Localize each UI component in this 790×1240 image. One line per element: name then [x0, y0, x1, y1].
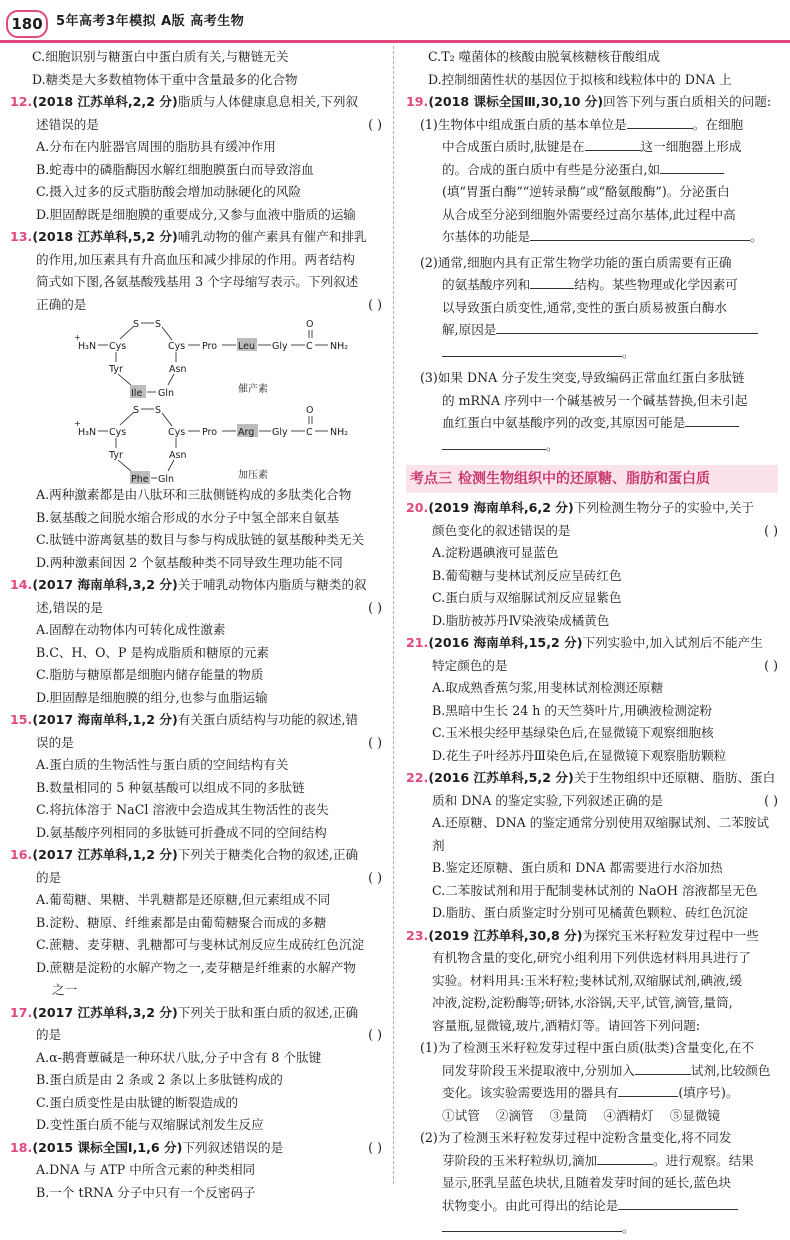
question-source: (2018 江苏单科,5,2 分): [32, 229, 178, 244]
answer-bracket: ( ): [368, 869, 382, 885]
question-source: (2015 课标全国Ⅰ,1,6 分): [32, 1139, 183, 1155]
question-source: (2019 海南单科,6,2 分): [428, 500, 574, 515]
option: D.胆固醇既是细胞膜的重要成分,又参与血液中脂质的运输: [36, 206, 356, 222]
question-text: 关于哺乳动物体内脂质与糖类的叙: [177, 577, 367, 592]
phe-label: Phe: [131, 474, 149, 484]
sub-question-1: [406, 1037, 778, 1127]
gln-label: Gln: [158, 388, 175, 399]
question-source: (2018 江苏单科,2,2 分): [32, 94, 178, 109]
question-text: 质和 DNA 的鉴定实验,下列叙述正确的是: [432, 792, 664, 808]
answer-blank: [442, 342, 622, 357]
sub-text: 状物变小。由此可得出的结论是: [442, 1197, 619, 1213]
section-title: 检测生物组织中的还原糖、脂肪和蛋白质: [458, 471, 710, 487]
answer-bracket: ( ): [368, 296, 382, 312]
svg-text:+: +: [74, 333, 81, 342]
option: C.将抗体溶于 NaCl 溶液中会造成其生物活性的丧失: [36, 802, 329, 817]
answer-blank: [530, 274, 574, 289]
option: A.两种激素都是由八肽环和三肽侧链构成的多肽类化合物: [36, 487, 352, 502]
option: C.蛋白质变性是由肽键的断裂造成的: [36, 1094, 239, 1110]
question-text: 下列检测生物分子的实验中,关于: [573, 500, 755, 515]
option: B.黑暗中生长 24 h 的天竺葵叶片,用碘液检测淀粉: [432, 702, 713, 718]
question-19: [406, 91, 778, 114]
question-text: 脂质与人体健康息息相关,下列叙: [177, 94, 359, 109]
answer-bracket: ( ): [764, 657, 778, 673]
gln-label: Gln: [158, 474, 175, 484]
answer-bracket: ( ): [368, 599, 382, 615]
option: C.细胞识别与糖蛋白中蛋白质有关,与糖链无关: [32, 49, 289, 64]
option: C.T₂ 噬菌体的核酸由脱氧核糖核苷酸组成: [428, 49, 661, 64]
question-number: 21.: [406, 635, 429, 650]
option: B.葡萄糖与斐林试剂反应呈砖红色: [432, 567, 622, 583]
option: A.蛋白质的生物活性与蛋白质的空间结构有关: [36, 757, 289, 772]
sulfur-label: S: [155, 319, 162, 330]
sub-text: 的 mRNA 序列中一个碱基被另一个碱基替换,但未引起: [442, 392, 748, 408]
question-17: [10, 1002, 382, 1047]
sub-text: 血红蛋白中氨基酸序列的改变,其原因可能是: [442, 415, 686, 430]
sub-text: (1)为了检测玉米籽粒发芽过程中蛋白质(肽类)含量变化,在不: [420, 1040, 754, 1055]
sub-text: 。: [750, 229, 763, 244]
answer-blank: [635, 1060, 691, 1075]
tyr-label: Tyr: [109, 450, 123, 461]
answer-bracket: ( ): [368, 1139, 382, 1155]
sub-text: (填“胃蛋白酶”“逆转录酶”或“酪氨酸酶”)。分泌蛋白: [442, 184, 730, 199]
option: A.取成熟香蕉匀浆,用斐林试剂检测还原糖: [432, 680, 664, 695]
option: C.脂肪与糖原都是细胞内储存能量的物质: [36, 667, 264, 682]
question-text: 颜色变化的叙述错误的是: [432, 522, 571, 538]
option: D.蔗糖是淀粉的水解产物之一,麦芽糖是纤维素的水解产物: [36, 959, 356, 975]
question-source: (2017 江苏单科,3,2 分): [32, 1004, 178, 1020]
sub-text: 。: [622, 344, 635, 360]
arg-label: Arg: [238, 427, 255, 438]
answer-blank: [627, 114, 693, 129]
sub-text: 这一细胞器上形成: [640, 139, 742, 154]
answer-bracket: ( ): [764, 792, 778, 808]
sub-text: (1)生物体中组成蛋白质的基本单位是: [420, 116, 627, 132]
column-divider: [393, 46, 394, 1184]
cys-label: Cys: [168, 427, 186, 438]
question-text: 述,错误的是: [36, 599, 103, 615]
answer-bracket: ( ): [368, 1027, 382, 1042]
sub-text: (2)通常,细胞内具有正常生物学功能的蛋白质需要有正确: [420, 254, 732, 270]
question-15: [10, 709, 382, 754]
tool-option: ⑤显微镜: [669, 1107, 721, 1123]
question-text: 的作用,加压素具有升高血压和减少排尿的作用。两者结构: [36, 251, 355, 267]
leu-label: Leu: [238, 341, 255, 352]
carbon-label: C: [306, 427, 313, 438]
nh2-label: NH₂: [330, 341, 349, 352]
answer-bracket: ( ): [764, 522, 778, 538]
sub-text: 解,原因是: [442, 322, 497, 337]
answer-blank: [597, 1150, 653, 1165]
sub-text: 的氨基酸序列和: [442, 277, 531, 292]
question-text: 有机物含量的变化,研究小组利用下列供选材料用具进行了: [432, 950, 751, 965]
question-23: [406, 925, 778, 1038]
sub-text: 。进行观察。结果: [653, 1152, 754, 1168]
option: 之一: [52, 982, 78, 997]
question-text: 下列关于糖类化合物的叙述,正确: [177, 847, 359, 862]
sub-text: (2)为了检测玉米籽粒发芽过程中淀粉含量变化,将不同发: [420, 1130, 732, 1145]
question-text: 的是: [36, 1027, 62, 1042]
peptide-structure-figure: [10, 316, 382, 484]
sub-text: 试剂,比较颜色: [690, 1062, 771, 1078]
option: B.一个 tRNA 分子中只有一个反密码子: [36, 1184, 256, 1200]
question-number: 13.: [10, 229, 33, 244]
page-header: [0, 0, 790, 44]
right-column: [406, 46, 778, 1240]
sub-text: 中合成蛋白质时,肽键是在: [442, 139, 585, 154]
tyr-label: Tyr: [109, 364, 123, 375]
question-16: [10, 844, 382, 889]
question-21: [406, 632, 778, 677]
pro-label: Pro: [202, 427, 218, 438]
answer-blank: [442, 1217, 622, 1232]
answer-blank: [585, 136, 641, 151]
tool-option: ③量筒: [549, 1107, 588, 1123]
sub-text: 变化。该实验需要选用的器具有: [442, 1085, 619, 1100]
question-text: 述错误的是: [36, 116, 99, 132]
option: D.脂肪被苏丹Ⅳ染液染成橘黄色: [432, 612, 610, 628]
answer-blank: [618, 1082, 678, 1097]
vasopressin-label: 加压素: [238, 470, 268, 481]
answer-bracket: ( ): [368, 734, 382, 750]
answer-blank: [618, 1195, 738, 1210]
sub-question-2: [406, 252, 778, 365]
question-text: 下列关于肽和蛋白质的叙述,正确: [177, 1004, 359, 1020]
tool-option: ②滴管: [495, 1107, 534, 1123]
question-text: 下列叙述错误的是: [182, 1139, 284, 1155]
option: D.脂肪、蛋白质鉴定时分别可见橘黄色颗粒、砖红色沉淀: [432, 905, 748, 920]
option: A.淀粉遇碘液可显蓝色: [432, 545, 559, 560]
option: C.蛋白质与双缩脲试剂反应显紫色: [432, 590, 622, 605]
svg-text:+: +: [74, 419, 81, 428]
option: D.糖类是大多数植物体干重中含量最多的化合物: [32, 71, 298, 87]
question-source: (2016 海南单科,15,2 分): [428, 635, 583, 650]
question-text: 有关蛋白质结构与功能的叙述,错: [177, 712, 359, 727]
left-column: [10, 46, 382, 1204]
pro-label: Pro: [202, 341, 218, 352]
question-12: [10, 91, 382, 136]
oxygen-label: O: [306, 319, 314, 330]
sub-text: 从合成至分泌到细胞外需要经过高尔基体,此过程中高: [442, 206, 736, 222]
question-number: 16.: [10, 847, 33, 862]
sub-text: 的。合成的蛋白质中有些是分泌蛋白,如: [442, 161, 661, 177]
tool-option: ④酒精灯: [603, 1107, 654, 1123]
question-text: 为探究玉米籽粒发芽过程中一些: [582, 927, 759, 943]
question-number: 17.: [10, 1004, 33, 1020]
nh2-label: NH₂: [330, 427, 349, 438]
question-number: 15.: [10, 712, 33, 727]
asn-label: Asn: [169, 364, 187, 375]
sub-text: (3)如果 DNA 分子发生突变,导致编码正常血红蛋白多肽链: [420, 370, 745, 385]
question-text: 关于生物组织中还原糖、脂肪、蛋白: [573, 770, 776, 785]
option: B.C、H、O、P 是构成脂质和糖原的元素: [36, 644, 269, 660]
sub-text: 同发芽阶段玉米提取液中,分别加入: [442, 1062, 635, 1078]
h3n-label: H₃N: [78, 427, 97, 438]
answer-blank: [530, 226, 750, 241]
question-number: 19.: [406, 94, 429, 109]
sub-question-2: [406, 1127, 778, 1240]
answer-blank: [442, 435, 546, 450]
oxygen-label: O: [306, 405, 314, 416]
question-text: 下列实验中,加入试剂后不能产生: [582, 635, 763, 650]
option: D.花生子叶经苏丹Ⅲ染色后,在显微镜下观察脂肪颗粒: [432, 747, 727, 763]
h3n-label: H₃N: [78, 341, 97, 352]
book-title: 5年高考3年模拟 A版 高考生物: [56, 14, 245, 29]
sub-text: 。: [546, 437, 559, 453]
option: C.玉米根尖经甲基绿染色后,在显微镜下观察细胞核: [432, 725, 714, 740]
option: B.淀粉、糖原、纤维素都是由葡萄糖聚合而成的多糖: [36, 914, 327, 930]
tool-option: ①试管: [442, 1107, 480, 1123]
question-14: [10, 574, 382, 619]
sub-text: 尔基体的功能是: [442, 229, 531, 244]
option: B.蛋白质是由 2 条或 2 条以上多肽链构成的: [36, 1072, 283, 1087]
sub-text: (填序号)。: [678, 1085, 739, 1100]
question-18: [10, 1137, 382, 1160]
option: D.两种激素间因 2 个氨基酸种类不同导致生理功能不同: [36, 554, 343, 570]
option: D.控制细菌性状的基因位于拟核和线粒体中的 DNA 上: [428, 71, 732, 87]
question-number: 20.: [406, 500, 429, 515]
vasopressin-structure: [74, 405, 348, 484]
oxytocin-structure: [74, 319, 348, 399]
sulfur-label: S: [155, 405, 162, 416]
sub-question-3: [406, 367, 778, 457]
question-text: 冲液,淀粉,淀粉酶等;研钵,水浴锅,天平,试管,滴管,量筒,: [432, 995, 733, 1010]
option: A.还原糖、DNA 的鉴定通常分别使用双缩脲试剂、二苯胺试剂: [432, 815, 769, 853]
sub-question-1: [406, 114, 778, 249]
ile-label: Ile: [131, 388, 143, 399]
sub-text: 以导致蛋白质变性,通常,变性的蛋白质易被蛋白酶水: [442, 299, 728, 315]
question-source: (2018 课标全国Ⅲ,30,10 分): [428, 94, 604, 109]
question-source: (2019 江苏单科,30,8 分): [428, 927, 583, 943]
cys-label: Cys: [109, 341, 127, 352]
gly-label: Gly: [272, 341, 288, 352]
answer-blank: [496, 319, 758, 334]
question-source: (2016 江苏单科,5,2 分): [428, 770, 574, 785]
answer-blank: [660, 159, 724, 174]
question-text: 实验。材料用具:玉米籽粒;斐林试剂,双缩脲试剂,碘液,缓: [432, 972, 743, 988]
question-number: 14.: [10, 577, 33, 592]
section-header: [406, 465, 778, 493]
sub-text: 。在细胞: [692, 116, 744, 132]
option: B.氨基酸之间脱水缩合形成的水分子中氢全部来自氨基: [36, 509, 339, 525]
option: A.分布在内脏器官周围的脂肪具有缓冲作用: [36, 139, 276, 154]
gly-label: Gly: [272, 427, 288, 438]
option: C.二苯胺试剂和用于配制斐林试剂的 NaOH 溶液都呈无色: [432, 882, 758, 898]
question-13: [10, 226, 382, 316]
question-text: 哺乳动物的催产素具有催产和排乳: [177, 229, 367, 244]
question-text: 简式如下图,各氨基酸残基用 3 个字母缩写表示。下列叙述: [36, 274, 359, 289]
question-number: 12.: [10, 94, 33, 109]
question-text: 回答下列与蛋白质相关的问题:: [603, 94, 772, 109]
oxytocin-label: 催产素: [238, 384, 268, 395]
asn-label: Asn: [169, 450, 187, 461]
option: C.蔗糖、麦芽糖、乳糖都可与斐林试剂反应生成砖红色沉淀: [36, 937, 365, 952]
tool-list: [420, 1105, 778, 1128]
sulfur-label: S: [133, 405, 140, 416]
question-22: [406, 767, 778, 812]
answer-blank: [685, 412, 739, 427]
option: B.蛇毒中的磷脂酶因水解红细胞膜蛋白而导致溶血: [36, 161, 314, 177]
question-text: 特定颜色的是: [432, 657, 508, 673]
option: D.变性蛋白质不能与双缩脲试剂发生反应: [36, 1117, 264, 1132]
option: C.摄入过多的反式脂肪酸会增加动脉硬化的风险: [36, 184, 302, 199]
question-source: (2017 海南单科,3,2 分): [32, 577, 178, 592]
option: A.DNA 与 ATP 中所含元素的种类相同: [36, 1162, 256, 1177]
sub-text: 芽阶段的玉米籽粒纵切,滴加: [442, 1152, 598, 1168]
option: B.鉴定还原糖、蛋白质和 DNA 都需要进行水浴加热: [432, 860, 723, 875]
question-text: 容量瓶,显微镜,玻片,酒精灯等。请回答下列问题:: [432, 1017, 701, 1033]
question-source: (2017 江苏单科,1,2 分): [32, 847, 178, 862]
option: C.肽链中游离氨基的数目与参与构成肽链的氨基酸种类无关: [36, 532, 365, 547]
page-number: 180: [6, 10, 48, 38]
question-number: 23.: [406, 927, 429, 943]
option: B.数量相同的 5 种氨基酸可以组成不同的多肽链: [36, 779, 305, 795]
option: A.α-鹅膏蕈碱是一种环状八肽,分子中含有 8 个肽键: [36, 1049, 322, 1065]
question-text: 的是: [36, 869, 62, 885]
question-text: 正确的是: [36, 296, 87, 312]
carbon-label: C: [306, 341, 313, 352]
section-tag: 考点三: [410, 471, 452, 487]
sub-text: 显示,胚乳呈蓝色块状,且随着发芽时间的延长,蓝色块: [442, 1175, 732, 1190]
cys-label: Cys: [168, 341, 186, 352]
header-rule: [0, 40, 790, 43]
question-number: 22.: [406, 770, 429, 785]
option: D.胆固醇是细胞膜的组分,也参与血脂运输: [36, 689, 268, 705]
option: D.氨基酸序列相同的多肽链可折叠成不同的空间结构: [36, 824, 327, 840]
question-number: 18.: [10, 1139, 33, 1155]
question-source: (2017 海南单科,1,2 分): [32, 712, 178, 727]
sulfur-label: S: [133, 319, 140, 330]
cys-label: Cys: [109, 427, 127, 438]
question-20: [406, 497, 778, 542]
peptide-diagram: [10, 316, 382, 484]
sub-text: 结构。某些物理或化学因素可: [574, 277, 738, 292]
answer-bracket: ( ): [368, 116, 382, 132]
option: A.固醇在动物体内可转化成性激素: [36, 622, 226, 637]
question-text: 误的是: [36, 734, 74, 750]
sub-text: 。: [622, 1220, 635, 1235]
option: A.葡萄糖、果糖、半乳糖都是还原糖,但元素组成不同: [36, 892, 331, 907]
